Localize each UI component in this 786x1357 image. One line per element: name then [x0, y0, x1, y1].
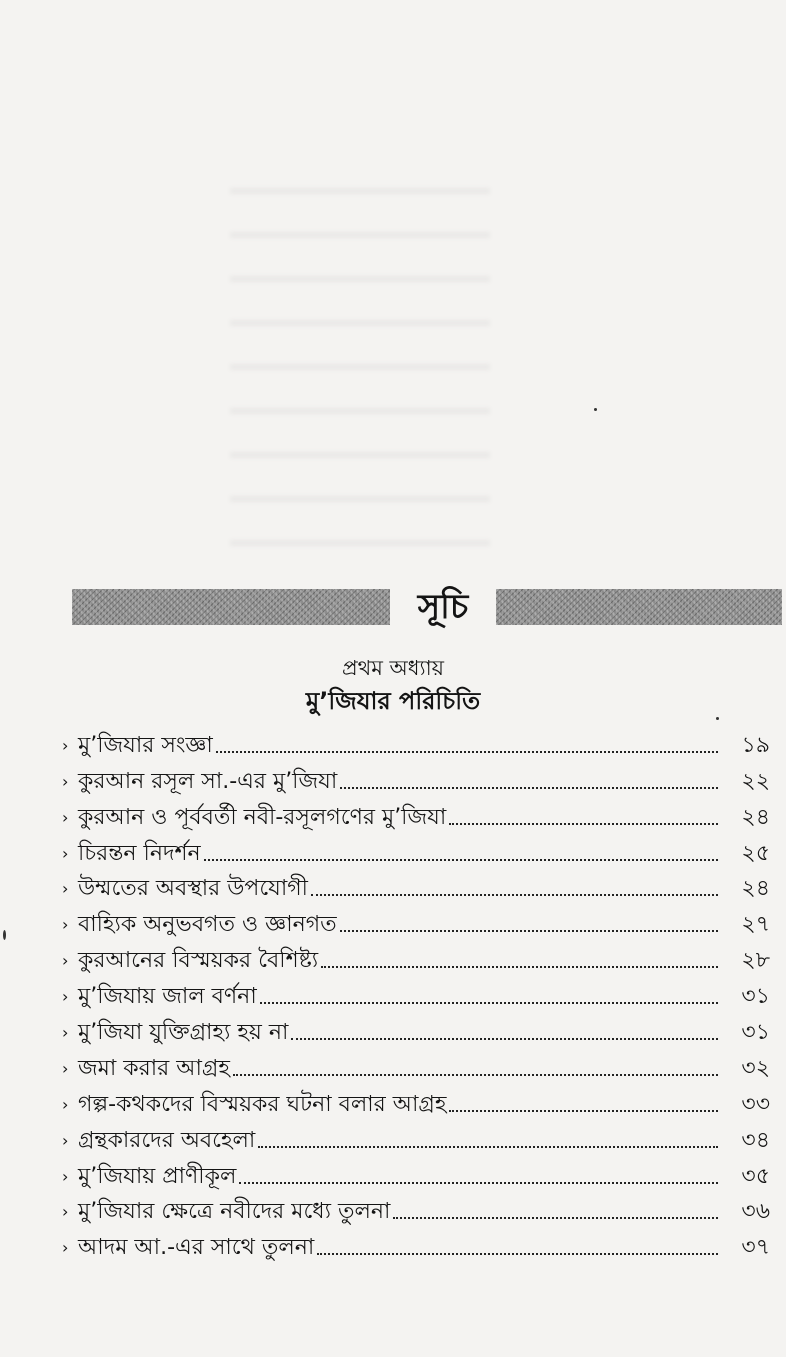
chevron-right-icon: ›: [62, 1023, 69, 1043]
toc-entry-title: মু’জিযা যুক্তিগ্রাহ্য হয় না: [78, 1020, 289, 1046]
dot-leader: [291, 1038, 718, 1040]
chevron-right-icon: ›: [62, 915, 69, 935]
toc-entry-title: মু’জিযায় জাল বর্ণনা: [78, 984, 257, 1010]
toc-entry: [62, 868, 770, 904]
chevron-right-icon: ›: [62, 1130, 69, 1150]
toc-entry-page-number: ২৪: [741, 804, 770, 830]
chevron-right-icon: ›: [62, 1238, 69, 1258]
chevron-right-icon: ›: [62, 843, 69, 863]
print-speck: [3, 930, 6, 940]
header-bar-right: [496, 589, 782, 625]
toc-entry-title: বাহ্যিক অনুভবগত ও জ্ঞানগত: [78, 912, 337, 938]
chevron-right-icon: ›: [62, 735, 69, 755]
toc-entry: [62, 1119, 770, 1155]
toc-entry-page-number: ২৮: [741, 948, 770, 974]
toc-entry: [62, 1191, 770, 1227]
chevron-right-icon: ›: [62, 1094, 69, 1114]
toc-entry-title: কুরআন ও পূর্ববর্তী নবী-রসূলগণের মু’জিযা: [78, 804, 447, 830]
chapter-label: প্রথম অধ্যায়: [341, 656, 445, 680]
toc-entry: [62, 796, 770, 832]
dot-leader: [311, 894, 718, 896]
toc-entry-page-number: ২৪: [741, 876, 770, 902]
toc-entry-page-number: ২২: [741, 768, 770, 794]
chevron-right-icon: ›: [62, 951, 69, 971]
dot-leader: [233, 1074, 718, 1076]
toc-entry-title: গল্প-কথকদের বিস্ময়কর ঘটনা বলার আগ্রহ: [78, 1091, 447, 1117]
toc-entry-title: উম্মতের অবস্থার উপযোগী: [78, 876, 308, 902]
toc-entry: [62, 1083, 770, 1119]
toc-entry-title: মু’জিযায় প্রাণীকূল: [78, 1163, 237, 1189]
dot-leader: [340, 787, 718, 789]
toc-entry: [62, 832, 770, 868]
dot-leader: [449, 823, 718, 825]
dot-leader: [340, 930, 718, 932]
contents-header: [72, 585, 782, 631]
toc-entry: [62, 1226, 770, 1262]
dot-leader: [393, 1217, 718, 1219]
dot-leader: [317, 1253, 718, 1255]
toc-entry: [62, 903, 770, 939]
dot-leader: [204, 859, 718, 861]
toc-entry-title: গ্রন্থকারদের অবহেলা: [78, 1127, 256, 1153]
chevron-right-icon: ›: [62, 987, 69, 1007]
toc-entry-page-number: ৩৫: [741, 1163, 770, 1189]
contents-heading: সূচি: [417, 587, 469, 627]
chevron-right-icon: ›: [62, 1058, 69, 1078]
dot-leader: [216, 751, 718, 753]
toc-entry-title: আদম আ.-এর সাথে তুলনা: [78, 1235, 315, 1261]
toc-entry: [62, 1047, 770, 1083]
toc-entry-title: চিরন্তন নিদর্শন: [78, 840, 201, 866]
toc-entry-page-number: ৩১: [741, 1020, 770, 1046]
toc-list: [62, 724, 770, 1262]
toc-entry: [62, 1011, 770, 1047]
toc-entry: [62, 939, 770, 975]
toc-entry-page-number: ৩৩: [741, 1091, 770, 1117]
header-bar-left: [72, 589, 390, 625]
print-speck: [594, 408, 597, 411]
toc-entry-page-number: ২৫: [741, 840, 770, 866]
toc-entry-page-number: ১৯: [741, 732, 770, 758]
toc-entry-title: কুরআনের বিস্ময়কর বৈশিষ্ট্য: [78, 948, 319, 974]
toc-entry-title: জমা করার আগ্রহ: [78, 1055, 230, 1081]
dot-leader: [321, 966, 718, 968]
toc-entry-title: মু’জিযার সংজ্ঞা: [78, 732, 213, 758]
chevron-right-icon: ›: [62, 807, 69, 827]
toc-entry-page-number: ৩৭: [741, 1235, 770, 1261]
toc-entry: [62, 760, 770, 796]
dot-leader: [260, 1002, 718, 1004]
bleed-through-shadow: [230, 150, 490, 570]
chapter-title: মু’জিযার পরিচিতি: [305, 687, 481, 715]
chevron-right-icon: ›: [62, 771, 69, 791]
toc-entry-title: মু’জিযার ক্ষেত্রে নবীদের মধ্যে তুলনা: [78, 1199, 391, 1225]
dot-leader: [258, 1146, 718, 1148]
toc-entry-page-number: ৩১: [741, 984, 770, 1010]
print-speck: [716, 717, 719, 720]
toc-entry: [62, 975, 770, 1011]
toc-entry-page-number: ২৭: [741, 912, 770, 938]
toc-entry-page-number: ৩২: [741, 1055, 770, 1081]
toc-entry-page-number: ৩৪: [741, 1127, 770, 1153]
chevron-right-icon: ›: [62, 1166, 69, 1186]
dot-leader: [239, 1182, 718, 1184]
dot-leader: [449, 1110, 718, 1112]
toc-entry-title: কুরআন রসূল সা.-এর মু’জিযা: [78, 768, 338, 794]
chevron-right-icon: ›: [62, 879, 69, 899]
toc-entry: [62, 724, 770, 760]
toc-entry-page-number: ৩৬: [741, 1199, 770, 1225]
chevron-right-icon: ›: [62, 1202, 69, 1222]
toc-entry: [62, 1155, 770, 1191]
